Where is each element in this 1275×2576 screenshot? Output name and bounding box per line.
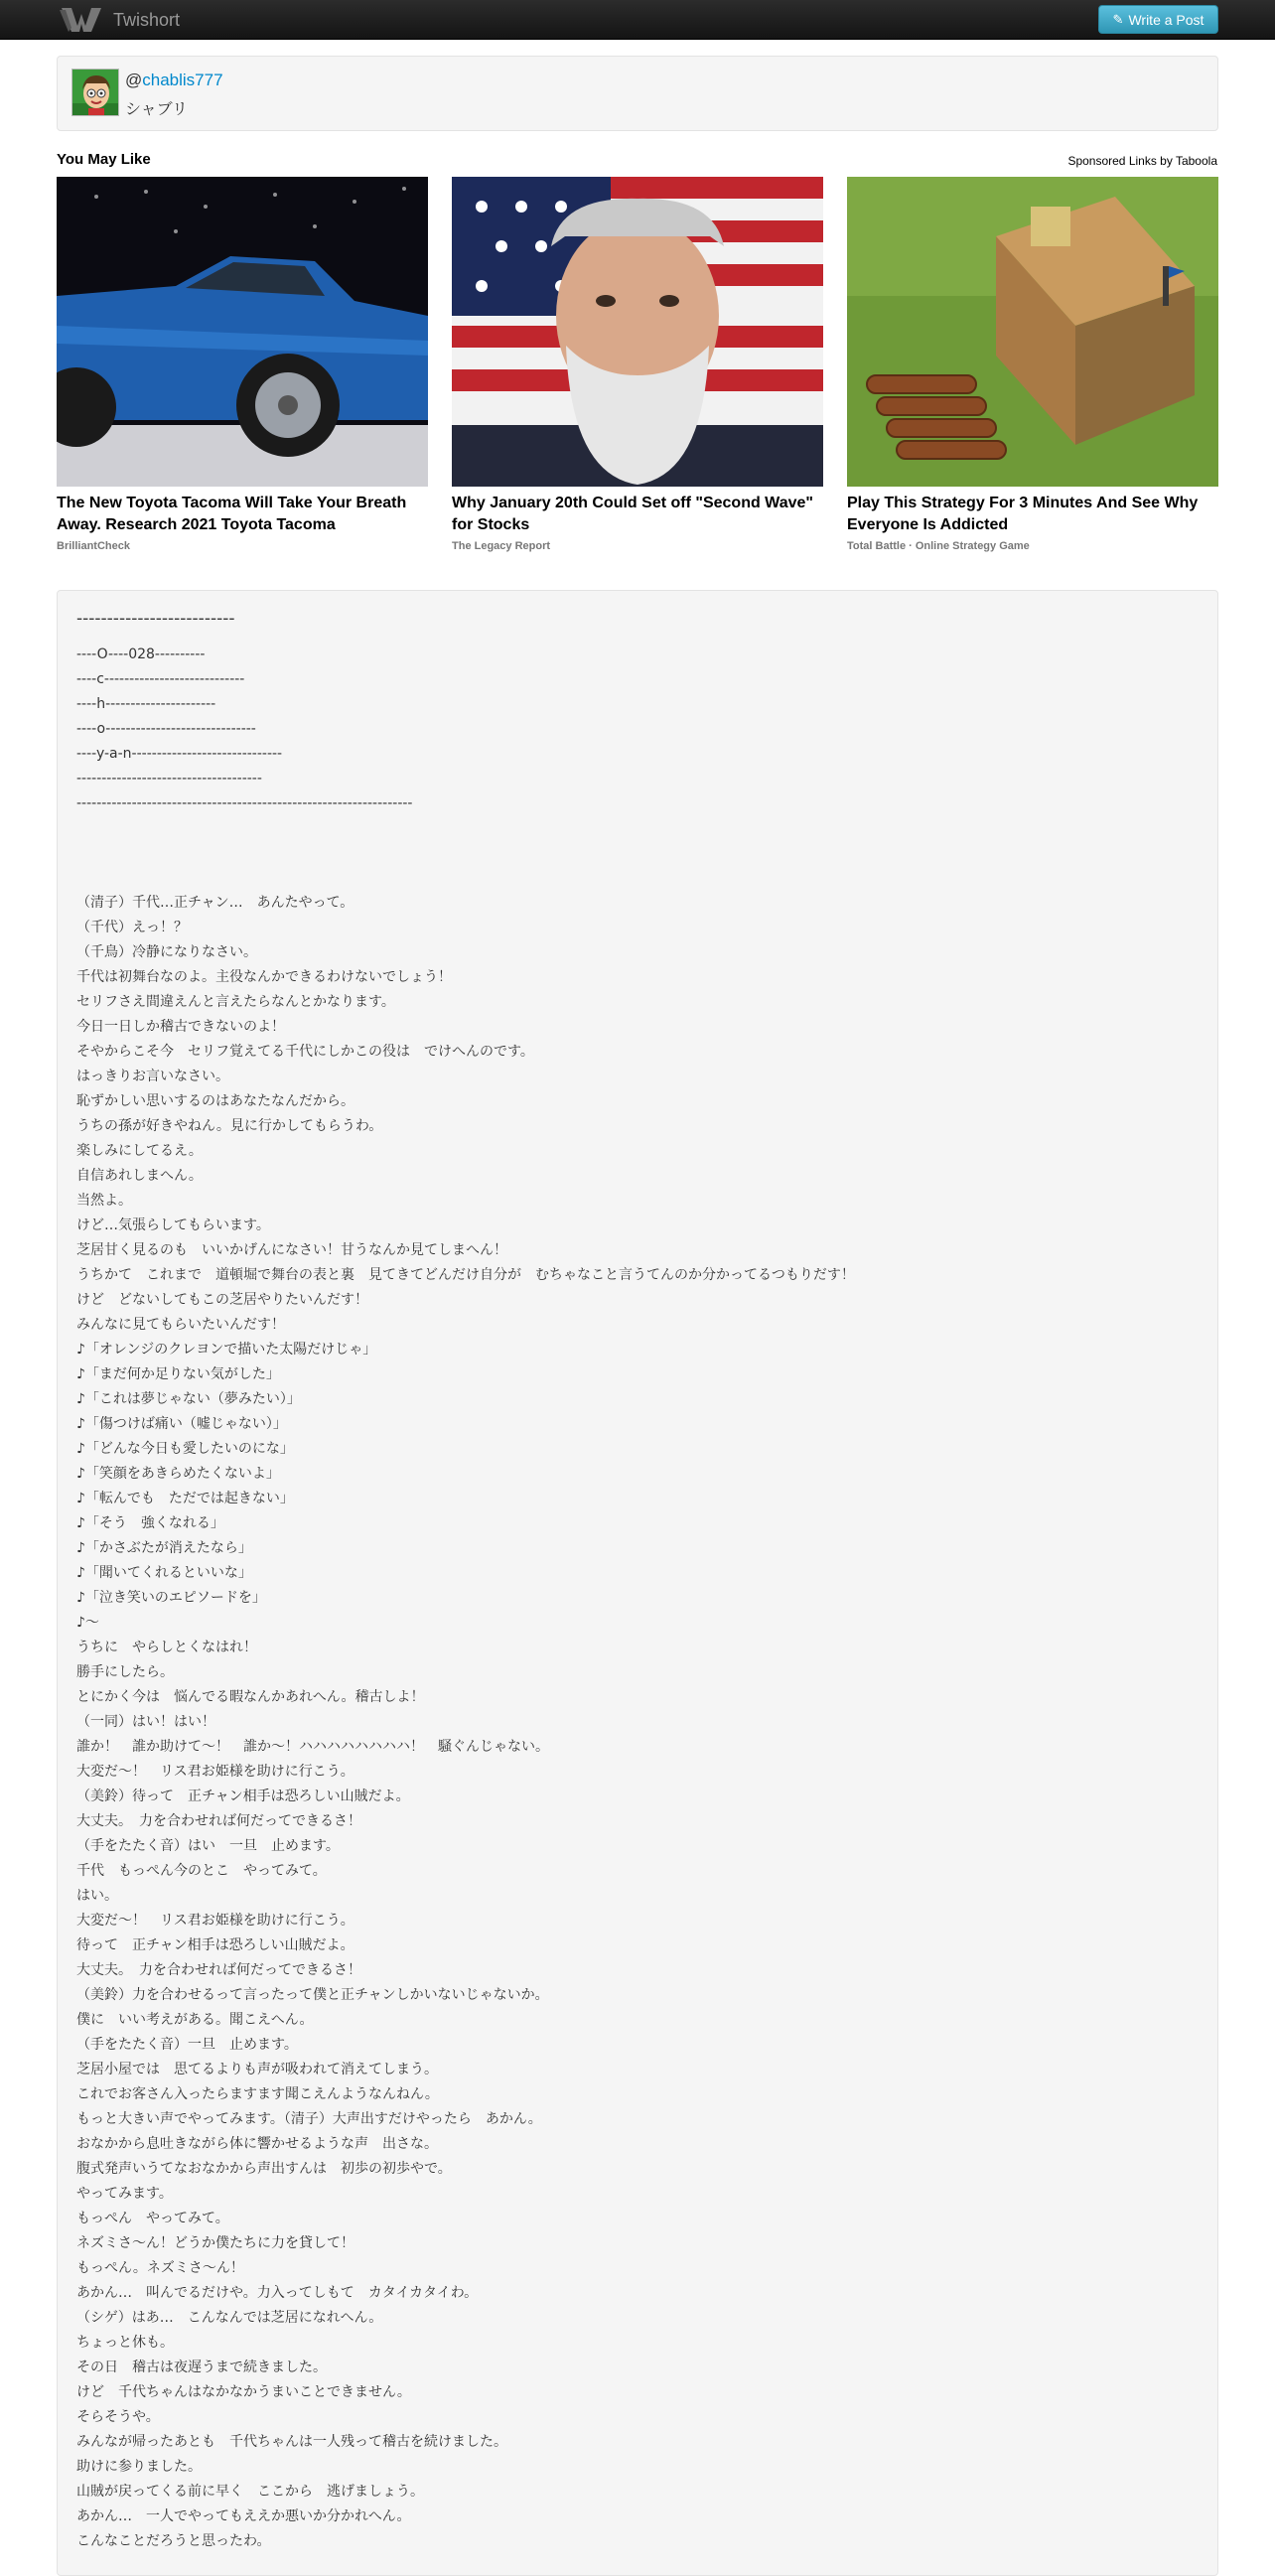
post-body	[76, 643, 855, 2554]
post-line: 大変だ～！ リス君お姫様を助けに行こう。	[76, 1913, 354, 1929]
post-line: はっきりお言いなさい。	[76, 1069, 229, 1084]
ad-source: The Legacy Report	[452, 540, 551, 552]
post-line	[76, 816, 855, 841]
post-line: 僕に いい考えがある。聞こえへん。	[76, 2012, 314, 2028]
edit-icon: ✎	[1112, 11, 1124, 27]
post-line: （一同）はい！はい！	[76, 1714, 215, 1730]
post-line: ♪「転んでも ただでは起きない」	[76, 1491, 294, 1506]
post-line: ----O----028----------	[76, 646, 206, 662]
post-line: みんなが帰ったあとも 千代ちゃんは一人残って稽古を続けました。	[76, 2434, 507, 2450]
ad-card-toyota[interactable]	[57, 177, 428, 552]
post-line: -------------------------------------	[76, 771, 262, 787]
post-line: ----h----------------------	[76, 696, 216, 712]
post-line: うちの孫が好きやねん。見に行かしてもらうわ。	[76, 1118, 383, 1134]
post-line: あかん… 叫んでるだけや。力入ってしもて カタイカタイわ。	[76, 2285, 479, 2301]
ad-title[interactable]: The New Toyota Tacoma Will Take Your Breath Away. Research 2021 Toyota Tacoma	[57, 495, 407, 533]
post-line: 腹式発声いうてなおなかから声出すんは 初歩の初歩やで。	[76, 2161, 452, 2177]
post-line: 芝居小屋では 思てるよりも声が吸われて消えてしまう。	[76, 2062, 438, 2077]
post-line: けど 千代ちゃんはなかなかうまいことできません。	[76, 2384, 411, 2400]
ad-source: BrilliantCheck	[57, 540, 130, 552]
ad-title[interactable]: Why January 20th Could Set off "Second Wave" for Stocks	[452, 495, 813, 533]
twishort-logo-icon	[58, 4, 105, 36]
post-line: もっぺん やってみて。	[76, 2211, 229, 2226]
post-line: ----y-a-n------------------------------	[76, 746, 283, 762]
post-line: 大丈夫。 力を合わせれば何だってできるさ！	[76, 1962, 361, 1978]
post-line: うちに やらしとくなはれ！	[76, 1640, 257, 1655]
post-line: -------------------------------------------------------------------	[76, 795, 413, 811]
post-line: これでお客さん入ったらますます聞こえんようなんねん。	[76, 2086, 439, 2102]
post-line: ----c----------------------------	[76, 671, 245, 687]
write-post-button[interactable]	[1098, 5, 1218, 34]
username-link[interactable]: chablis777	[142, 71, 223, 89]
ad-card-strategy[interactable]	[847, 177, 1218, 552]
post-line	[76, 841, 855, 866]
ad-source: Total Battle · Online Strategy Game	[847, 540, 1030, 552]
post-line: うちかて これまで 道頓堀で舞台の表と裏 見てきてどんだけ自分が むちゃなこと言うてんのか分かってるつもりだす！	[76, 1267, 855, 1283]
post-line: もっと大きい声でやってみます。（清子）大声出すだけやったら あかん。	[76, 2111, 542, 2127]
ad-card-stocks[interactable]	[452, 177, 823, 552]
post-line: ----o------------------------------	[76, 721, 256, 737]
at-sign: @	[125, 71, 143, 89]
post-line: （手をたたく音）はい 一旦 止めます。	[76, 1838, 340, 1854]
post-line: 大変だ～！ リス君お姫様を助けに行こう。	[76, 1764, 354, 1780]
post-line: 待って 正チャン相手は恐ろしい山賊だよ。	[76, 1937, 354, 1953]
post-line: （千代）えっ！？	[76, 920, 188, 935]
post-line: ♪「泣き笑いのエピソードを」	[76, 1590, 266, 1606]
post-line: ♪「これは夢じゃない（夢みたい）」	[76, 1391, 301, 1407]
post-line	[76, 866, 855, 891]
post-line: 当然よ。	[76, 1193, 132, 1209]
ad-image-stocks[interactable]	[452, 177, 823, 487]
user-display-name: シャブリ	[125, 99, 189, 118]
brand-name: Twishort	[113, 9, 181, 30]
post-line: 千代は初舞台なのよ。主役なんかできるわけないでしょう！	[76, 969, 452, 985]
avatar-image	[72, 70, 119, 116]
post-line: とにかく今は 悩んでる暇なんかあれへん。稽古しよ！	[76, 1689, 425, 1705]
top-navbar	[0, 0, 1275, 40]
post-line: みんなに見てもらいたいんだす！	[76, 1317, 285, 1333]
post-line: ちょっと休も。	[76, 2335, 174, 2351]
post-line: （千鳥）冷静になりなさい。	[76, 944, 257, 960]
post-line: そらそうや。	[76, 2409, 160, 2425]
post-line: そやからこそ今 セリフ覚えてる千代にしかこの役は でけへんのです。	[76, 1044, 534, 1060]
post-line: 勝手にしたら。	[76, 1664, 174, 1680]
post-line: その日 稽古は夜遅うまで続きました。	[76, 2360, 327, 2375]
username	[125, 71, 223, 90]
post-line: （シゲ）はあ… こんなんでは芝居になれへん。	[76, 2310, 383, 2326]
post-line: 誰か！ 誰か助けて～！ 誰か～！ハハハハハハハハ！ 騒ぐんじゃない。	[76, 1739, 549, 1755]
post-line: ♪「まだ何か足りない気がした」	[76, 1366, 280, 1382]
write-post-label: Write a Post	[1128, 11, 1204, 28]
post-line: 今日一日しか稽古できないのよ！	[76, 1019, 285, 1035]
post-line: 芝居甘く見るのも いいかげんになさい！甘うなんか見てしまへん！	[76, 1242, 507, 1258]
post-line: ♪「笑顔をあきらめたくないよ」	[76, 1466, 280, 1482]
ad-image-strategy[interactable]	[847, 177, 1218, 487]
post-card	[57, 590, 1218, 2576]
post-line: （清子）千代…正チャン… あんたやって。	[76, 895, 354, 911]
post-line: ♪「かさぶたが消えたなら」	[76, 1540, 252, 1556]
ad-image-toyota[interactable]	[57, 177, 428, 487]
ad-title[interactable]: Play This Strategy For 3 Minutes And See Why Everyone Is Addicted	[847, 495, 1199, 533]
post-line: 自信あれしまへん。	[76, 1168, 203, 1184]
post-line: けど…気張らしてもらいます。	[76, 1217, 270, 1233]
post-line: 千代 もっぺん今のとこ やってみて。	[76, 1863, 327, 1879]
post-line: 大丈夫。 力を合わせれば何だってできるさ！	[76, 1813, 361, 1829]
you-may-like-heading: You May Like	[57, 151, 151, 168]
sponsored-by-taboola[interactable]: Sponsored Links by Taboola	[1067, 154, 1217, 168]
post-line: （美鈴）待って 正チャン相手は恐ろしい山賊だよ。	[76, 1789, 410, 1804]
post-line: ♪「そう 強くなれる」	[76, 1515, 224, 1531]
post-line: あかん… 一人でやってもええか悪いか分かれへん。	[76, 2508, 411, 2524]
post-line: こんなことだろうと思ったわ。	[76, 2533, 271, 2549]
post-line: セリフさえ間違えんと言えたらなんとかなります。	[76, 994, 395, 1010]
post-line: ♪「聞いてくれるといいな」	[76, 1565, 252, 1581]
avatar[interactable]	[71, 69, 119, 116]
post-line: やってみます。	[76, 2186, 173, 2202]
post-line: はい。	[76, 1888, 118, 1904]
post-line: けど どないしてもこの芝居やりたいんだす！	[76, 1292, 368, 1308]
post-line: ネズミさ～ん！どうか僕たちに力を貸して！	[76, 2235, 354, 2251]
post-line: もっぺん。ネズミさ～ん！	[76, 2260, 244, 2276]
post-line: 助けに参りました。	[76, 2459, 202, 2475]
brand-link[interactable]	[58, 4, 180, 36]
post-line: ♪「傷つけば痛い（嘘じゃない）」	[76, 1416, 287, 1432]
post-line: （美鈴）力を合わせるって言ったって僕と正チャンしかいないじゃないか。	[76, 1987, 549, 2003]
post-line: おなかから息吐きながら体に響かせるような声 出さな。	[76, 2136, 438, 2152]
post-line: ♪「オレンジのクレヨンで描いた太陽だけじゃ」	[76, 1342, 377, 1358]
post-line: （手をたたく音）一旦 止めます。	[76, 2037, 298, 2053]
profile-card	[57, 56, 1218, 131]
post-line: 楽しみにしてるえ。	[76, 1143, 203, 1159]
post-line: 山賊が戻ってくる前に早く ここから 逃げましょう。	[76, 2484, 424, 2500]
post-heading: --------------------------	[76, 609, 235, 629]
post-line: 恥ずかしい思いするのはあなたなんだから。	[76, 1093, 354, 1109]
post-line: ♪「どんな今日も愛したいのにな」	[76, 1441, 294, 1457]
post-line: ♪～	[76, 1615, 99, 1631]
